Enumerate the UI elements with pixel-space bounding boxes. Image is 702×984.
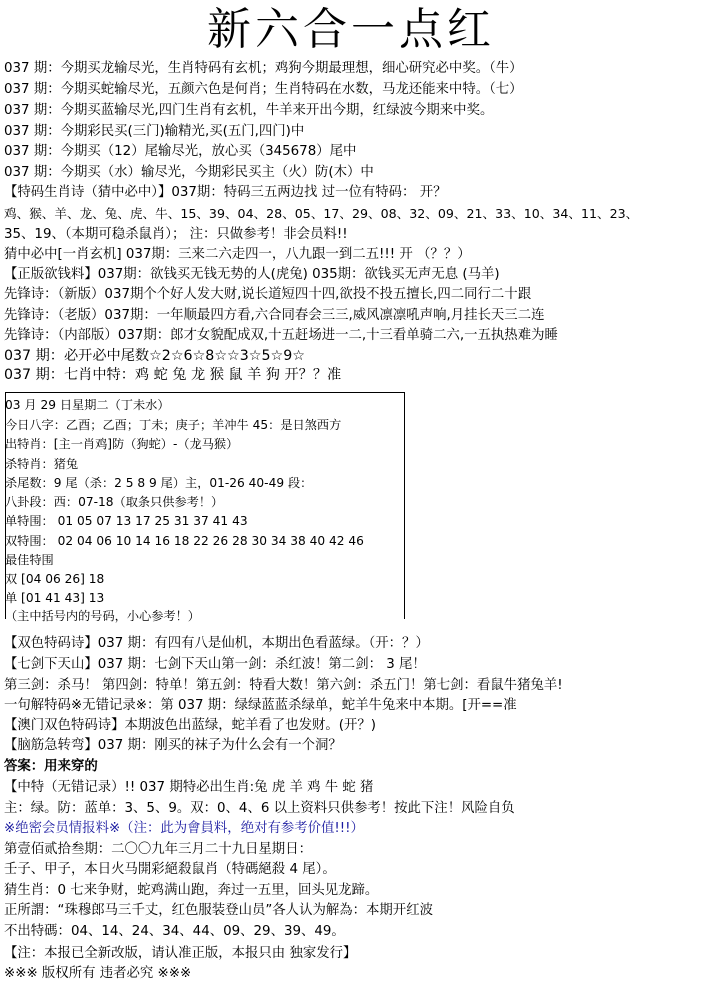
box-line: 杀尾数：9 尾（杀：2 5 8 9 尾）主，01-26 40-49 段：: [5, 476, 313, 490]
text-line: 037 期：七肖中特：鸡 蛇 兔 龙 猴 鼠 羊 狗 开？？准: [4, 367, 342, 383]
text-line: 037 期：今期买（水）输尽光，今期彩民买主（火）防(木）中: [4, 165, 374, 180]
text-line: 35、19、（本期可稳杀鼠肖）； 注：只做参考！非会员料!!: [4, 227, 348, 242]
box-line: 双特围： 02 04 06 10 14 16 18 22 26 28 30 34 38 40 42 46: [5, 534, 364, 548]
text-line: 第壹佰贰拾叁期：二〇〇九年三月二十九日星期日：: [4, 842, 312, 857]
text-line: 第三剑：杀马！ 第四剑：特单！第五剑：特看大数！第六剑：杀五门！第七剑：看鼠牛猪兔羊!: [4, 678, 563, 693]
text-line: 鸡、猴、羊、龙、兔、虎、牛、15、39、04、28、05、17、29、08、32、09、21、33、10、34、11、23、: [4, 206, 639, 221]
text-line: 先锋诗：（老版）037期：一年顺最四方看,六合同春会三三,威风凛凛吼声响,月挂长天三二连: [4, 308, 545, 323]
text-line: 【中特（无错记录）!! 037 期特必出生肖:兔 虎 羊 鸡 牛 蛇 猪: [4, 780, 374, 795]
text-line: 答案：用来穿的: [4, 759, 98, 774]
text-line: 037 期：今期买（12）尾输尽光，放心买（345678）尾中: [4, 144, 357, 159]
box-line: 03 月 29 日星期二（丁未水）: [5, 398, 170, 412]
text-line: 【正版欲钱料】037期：欲钱买无钱无势的人(虎兔) 035期：欲钱买无声无息 (马羊): [4, 267, 500, 282]
text-line: ※※※ 版权所有 违者必究 ※※※: [4, 966, 192, 981]
text-line: 037 期：必开必中尾数☆2☆6☆8☆☆3☆5☆9☆: [4, 348, 306, 364]
text-line: 猜生肖：0 七来争财，蛇鸡满山跑，奔过一五里，回头见龙蹄。: [4, 883, 379, 898]
text-line: 【脑筋急转弯】037 期：刚买的袜子为什么会有一个洞？: [4, 738, 342, 753]
text-line: 037 期：今期买龙输尽光，生肖特码有玄机；鸡狗今期最理想，细心研究必中奖。（牛）: [4, 61, 523, 76]
text-line: 先锋诗：（新版）037期个个好人发大财,说长道短四十四,欲投不投五擅长,四二同行二十跟: [4, 287, 532, 302]
text-line: 037 期：今期彩民买(三门)输精光,买(五门,四门)中: [4, 124, 305, 139]
text-line: 037 期：今期买蓝输尽光,四门生肖有玄机，牛羊来开出今期，红绿波今期来中奖。: [4, 103, 494, 118]
box-line: 单 [01 41 43] 13: [5, 591, 105, 605]
box-line: 最佳特围: [5, 553, 54, 567]
text-line: 【注：本报已全新改版，请认准正版，本报只由 独家发行】: [4, 946, 357, 961]
text-line: 壬子、甲子，本日火马開彩絕殺鼠肖（特碼絕殺 4 尾）。: [4, 862, 336, 877]
box-line: 八卦段：西：07-18（取条只供参考！）: [5, 495, 224, 509]
text-line: 037 期：今期买蛇输尽光，五颜六色是何肖；生肖特码在水数，马龙还能来中特。（七）: [4, 82, 523, 97]
text-line: 主：绿。防：蓝单：3、5、9。双：0、4、6 以上资料只供参考！按此下注！风险自负: [4, 801, 515, 816]
box-line: 双 [04 06 26] 18: [5, 572, 105, 586]
text-line: 【澳门双色特码诗】本期波色出蓝绿，蛇羊看了也发财。(开？): [4, 718, 376, 733]
box-line: 单特围： 01 05 07 13 17 25 31 37 41 43: [5, 514, 248, 528]
box-line: （主中括号内的号码，小心参考！）: [5, 609, 200, 623]
text-line: 先锋诗：（内部版）037期：郎才女貌配成双,十五赶场进一二,十三看单骑二六,一五执热难为睡: [4, 328, 558, 343]
text-line: ※绝密会员情报料※（注：此为會員料，绝对有参考价值!!!）: [4, 821, 364, 836]
text-line: 猜中必中[一肖玄机] 037期：三来二六走四一，八九跟一到二五!!! 开 （？？）: [4, 247, 471, 262]
text-line: 不出特碼：04、14、24、34、44、09、29、39、49。: [4, 924, 345, 939]
text-line: 一句解特码※无错记录※：第 037 期：绿绿蓝蓝杀绿单，蛇羊牛兔来中本期。[开==准: [4, 698, 517, 713]
text-line: 正所謂：“珠穆郎马三千丈，红色服装登山员”各人认为解為：本期开红波: [4, 903, 433, 918]
page-title: 新六合一点红: [207, 4, 495, 55]
text-line: 【特码生肖诗（猜中必中）】037期：特码三五两边找 过一位有特码： 开？: [4, 185, 447, 200]
box-line: 出特肖：[主一肖鸡]防（狗蛇）-（龙马猴）: [5, 437, 239, 451]
text-line: 【七剑下天山】037 期：七剑下天山第一剑：杀红波！第二剑： 3 尾！: [4, 657, 426, 672]
box-line: 杀特肖：猪兔: [5, 457, 79, 471]
text-line: 【双色特码诗】037 期：有四有八是仙机，本期出色看蓝绿。（开：？）: [4, 636, 429, 651]
box-line: 今日八字：乙酉；乙酉；丁未；庚子；羊冲牛 45：是日煞西方: [5, 418, 342, 432]
